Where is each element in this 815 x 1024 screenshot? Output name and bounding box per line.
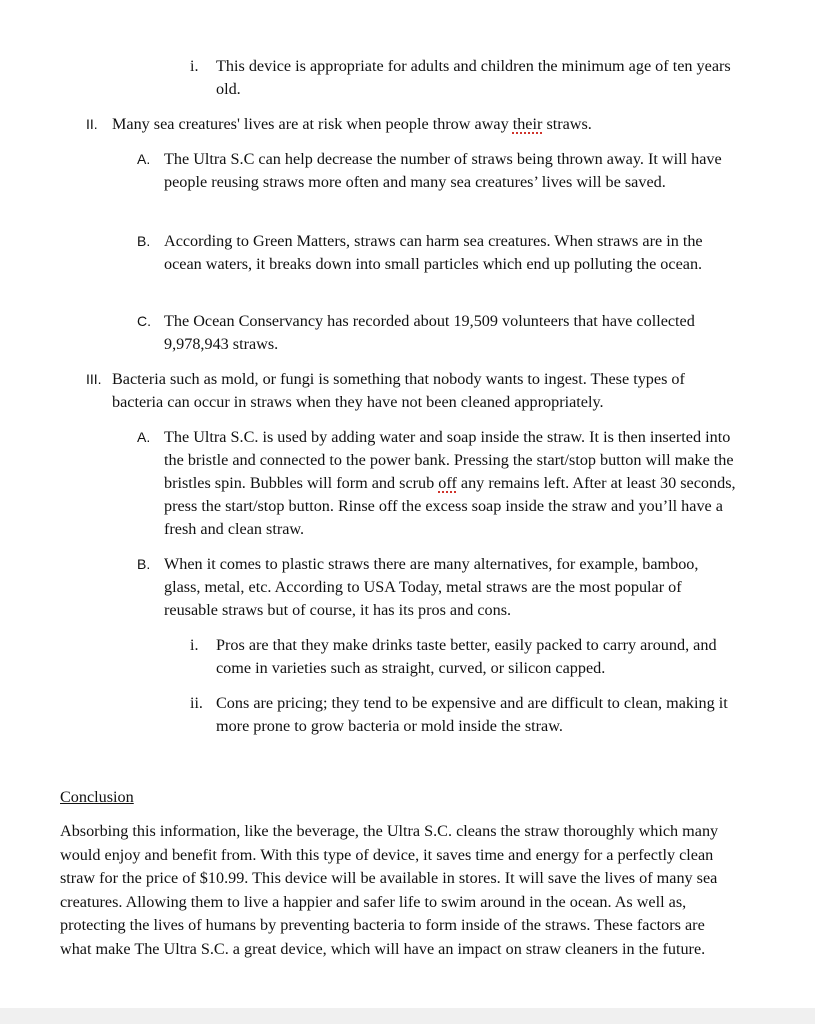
list-marker: B. <box>137 556 151 572</box>
list-marker: A. <box>137 151 151 167</box>
outline-item-III-A <box>137 426 737 541</box>
outline-item-II-C <box>137 310 737 356</box>
outline-item-III-B-i <box>190 634 735 680</box>
page-bottom-edge <box>0 1008 815 1024</box>
list-item-text <box>112 113 736 136</box>
list-item-text <box>164 426 737 541</box>
list-item-text: Pros are that they make drinks taste better, easily packed to carry around, and come in varieties such as straight, curved, or silicon capped. <box>216 636 717 677</box>
outline-item-III <box>86 368 736 414</box>
list-item-text: Bacteria such as mold, or fungi is something that nobody wants to ingest. These types of bacteria can occur in straws when they have not been cleaned appropriately. <box>112 370 685 411</box>
list-item-text: When it comes to plastic straws there are many alternatives, for example, bamboo, glass, metal, etc. According to USA Today, metal straws are the most popular of reusable straws but of course, it has its pros and cons. <box>164 555 699 619</box>
list-marker: C. <box>137 313 151 329</box>
list-marker: A. <box>137 429 151 445</box>
list-marker: ii. <box>190 695 203 712</box>
outline-item-III-B <box>137 553 737 622</box>
outline-item-III-B-ii <box>190 692 735 738</box>
list-item-text: The Ocean Conservancy has recorded about 19,509 volunteers that have collected 9,978,943 straws. <box>164 312 695 353</box>
spellcheck-flagged-word[interactable]: off <box>438 474 457 492</box>
list-marker: II. <box>86 116 98 132</box>
outline-item-II <box>86 113 736 136</box>
conclusion-paragraph: Absorbing this information, like the beverage, the Ultra S.C. cleans the straw thoroughly which many would enjoy and benefit from. With this type of device, it saves time and energy for a perfectly clean straw for the price of $10.99. This device will be available in stores. It will save the lives of many sea creatures. Allowing them to live a happier and safer life to swim around in the ocean. As well as, protecting the lives of humans by preventing bacteria to form inside of the straws. These factors are what make The Ultra S.C. a great device, which will have an impact on straw cleaners in the future. <box>60 822 719 958</box>
outline-item-II-A <box>137 148 737 194</box>
list-item-text: The Ultra S.C can help decrease the number of straws being thrown away. It will have people reusing straws more often and many sea creatures’ lives will be saved. <box>164 150 722 191</box>
list-item-text: Cons are pricing; they tend to be expensive and are difficult to clean, making it more prone to grow bacteria or mold inside the straw. <box>216 694 728 735</box>
outline-item-i <box>190 55 735 101</box>
conclusion-heading: Conclusion <box>60 788 134 806</box>
list-marker: i. <box>190 58 199 75</box>
list-item-text: This device is appropriate for adults and children the minimum age of ten years old. <box>216 57 731 98</box>
text-run: straws. <box>542 115 592 133</box>
list-marker: III. <box>86 371 102 387</box>
text-run: Many sea creatures' lives are at risk when people throw away <box>112 115 513 133</box>
text-run: any remains left. After at least 30 seconds, press the start/stop button. Rinse off the excess soap inside the straw and you’ll have a fresh and clean straw. <box>164 474 736 538</box>
list-marker: B. <box>137 233 151 249</box>
outline-item-II-B <box>137 230 737 276</box>
list-marker: i. <box>190 637 199 654</box>
spellcheck-flagged-word[interactable]: their <box>512 115 543 133</box>
text-run: The Ultra S.C. is used by adding water and soap inside the straw. It is then inserted into the bristle and connected to the power bank. Pressing the start/stop button will make the bristles spin. Bubbles will form and scrub <box>164 428 734 492</box>
list-item-text: According to Green Matters, straws can harm sea creatures. When straws are in the ocean waters, it breaks down into small particles which end up polluting the ocean. <box>164 232 703 273</box>
